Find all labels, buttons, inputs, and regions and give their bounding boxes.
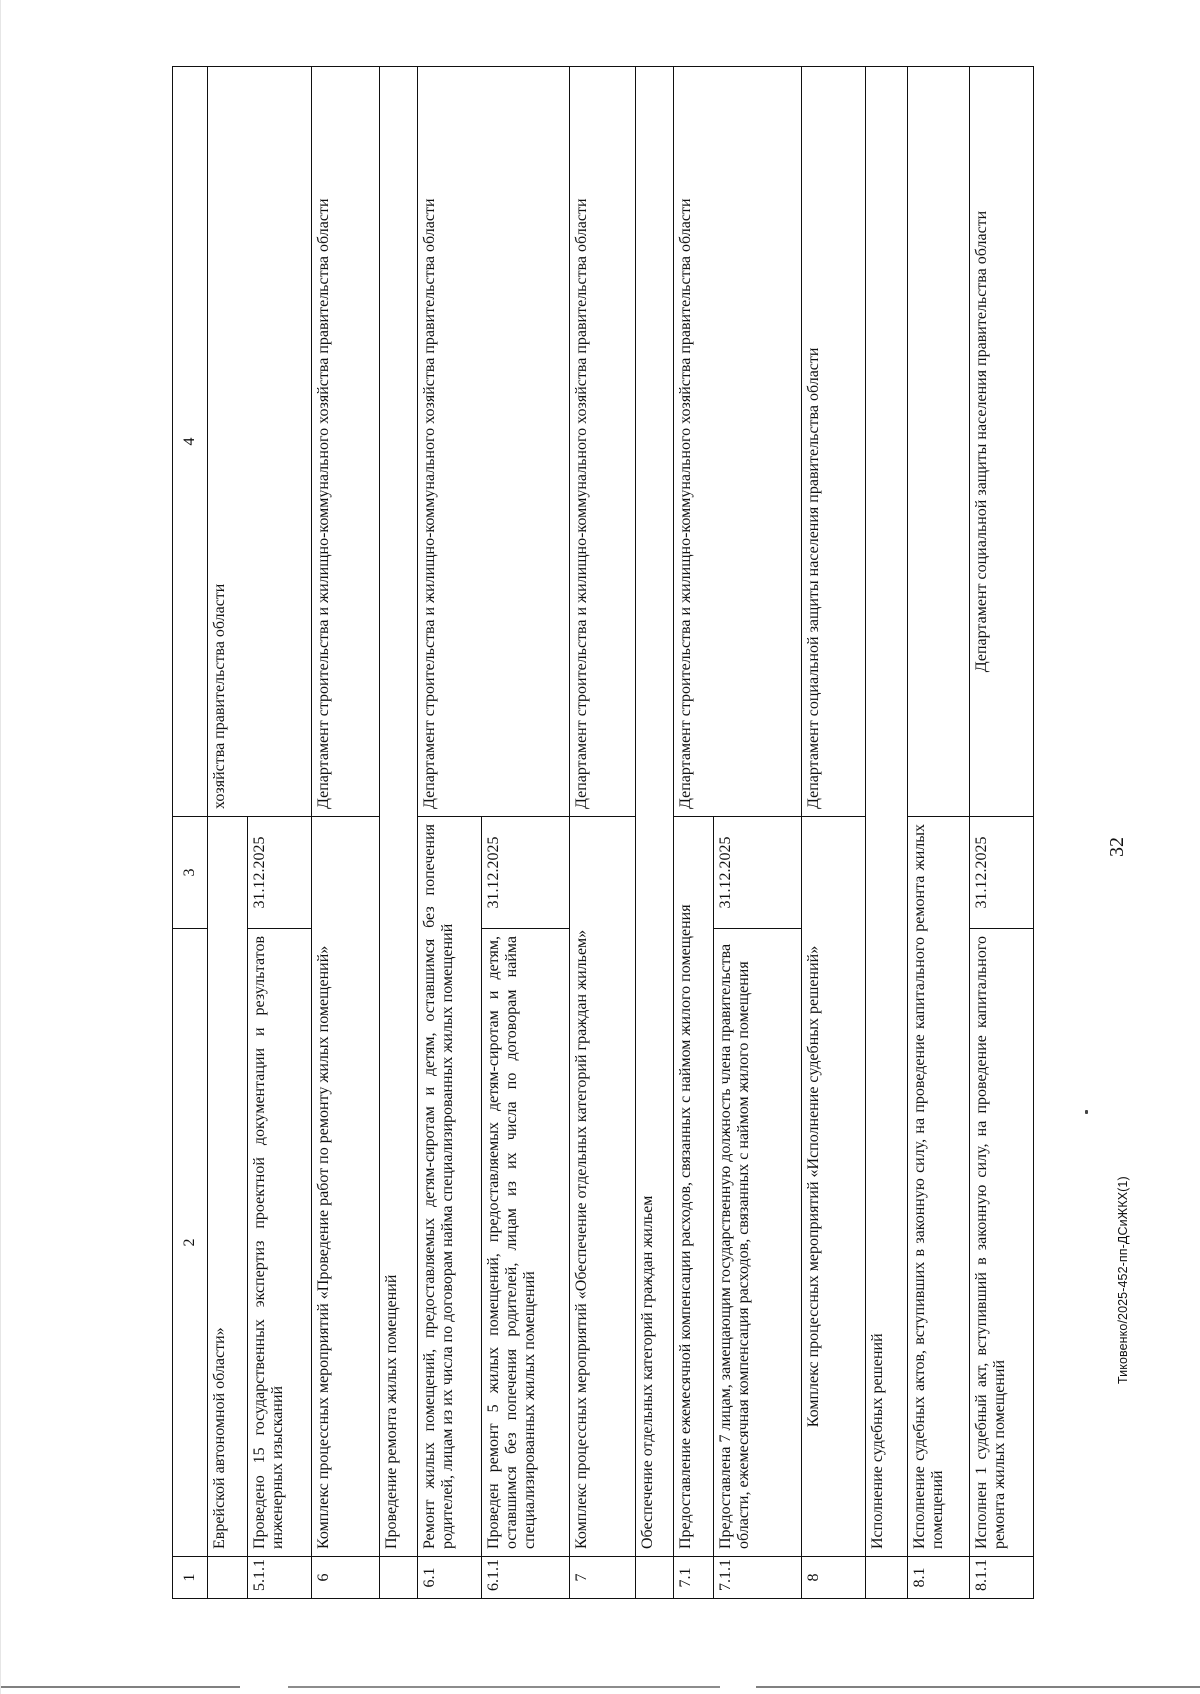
responsible: [907, 67, 969, 817]
row-text: Комплекс процессных мероприятий «Исполнение судебных решений»: [801, 817, 865, 1557]
row-number: 8.1: [907, 1557, 969, 1599]
row-date: 31.12.2025: [969, 817, 1033, 929]
row-number: 6: [311, 1557, 379, 1599]
header-col-3: 3: [173, 817, 208, 929]
row-date: 31.12.2025: [481, 817, 569, 929]
responsible: Департамент строительства и жилищно-коммунального хозяйства правительства области: [673, 67, 801, 817]
row-text: Еврейской автономной области»: [207, 817, 247, 1557]
responsible: Департамент социальной защиты населения правительства области: [969, 67, 1033, 817]
row-number: 6.1.1: [481, 1557, 569, 1599]
row-text: Комплекс процессных мероприятий «Обеспечение отдельных категорий граждан жильем»: [569, 817, 635, 1557]
plan-table: [172, 66, 1034, 1599]
section-title: Исполнение судебных решений: [865, 67, 907, 1557]
row-text: Исполнение судебных актов, вступивших в законную силу, на проведение капитального ремонта жилых помещений: [907, 817, 969, 1557]
row-text: Исполнен 1 судебный акт, вступивший в законную силу, на проведение капитального ремонта жилых помещений: [969, 929, 1033, 1557]
table-row: [673, 67, 713, 1599]
responsible: Департамент социальной защиты населения правительства области: [801, 67, 865, 817]
row-text: Комплекс процессных мероприятий «Проведение работ по ремонту жилых помещений»: [311, 817, 379, 1557]
row-date: 31.12.2025: [713, 817, 801, 929]
table-row: [635, 67, 673, 1599]
responsible: Департамент строительства и жилищно-коммунального хозяйства правительства области: [569, 67, 635, 817]
row-number: 7.1.1: [713, 1557, 801, 1599]
section-title: Проведение ремонта жилых помещений: [379, 67, 417, 1557]
document-code: Тиковенко/2025-452-пп-ДСиЖКХ(1): [1116, 1176, 1130, 1384]
row-number: 7.1: [673, 1557, 713, 1599]
header-col-4: 4: [173, 67, 208, 817]
responsible: Департамент строительства и жилищно-коммунального хозяйства правительства области: [311, 67, 379, 817]
row-text: Проведено 15 государственных экспертиз проектной документации и результатов инженерных изысканий: [247, 929, 311, 1557]
header-col-2: 2: [173, 929, 208, 1557]
row-text: Предоставлена 7 лицам, замещающим государственную должность члена правительства области, ежемесячная компенсация расходов, связанных с наймом жилого помещения: [713, 929, 801, 1557]
row-number: [865, 1557, 907, 1599]
table-row: [311, 67, 379, 1599]
row-number: 8: [801, 1557, 865, 1599]
row-number: 6.1: [417, 1557, 481, 1599]
row-number: [635, 1557, 673, 1599]
scan-edge: [0, 1686, 1200, 1688]
table-row: [801, 67, 865, 1599]
row-text: Проведен ремонт 5 жилых помещений, предоставляемых детям-сиротам и детям, оставшимся без попечения родителей, лицам из их числа по договорам найма специализированных жилых помещений: [481, 929, 569, 1557]
row-text: Ремонт жилых помещений, предоставляемых детям-сиротам и детям, оставшимся без попечения родителей, лицам из их числа по договорам найма специализированных жилых помещений: [417, 817, 481, 1557]
page-number: 32: [1106, 837, 1128, 857]
table-row: [207, 67, 247, 1599]
scan-speck: [1085, 1110, 1088, 1114]
table-row: [569, 67, 635, 1599]
scan-edge-top: [0, 0, 1, 1694]
header-col-1: 1: [173, 1557, 208, 1599]
table-row: [969, 67, 1033, 1599]
section-title: Обеспечение отдельных категорий граждан жильем: [635, 67, 673, 1557]
table-row: [417, 67, 481, 1599]
row-number: 8.1.1: [969, 1557, 1033, 1599]
row-number: [379, 1557, 417, 1599]
responsible: хозяйства правительства области: [207, 67, 311, 817]
table-row: [865, 67, 907, 1599]
responsible: Департамент строительства и жилищно-коммунального хозяйства правительства области: [417, 67, 569, 817]
row-date: 31.12.2025: [247, 817, 311, 929]
row-number: 5.1.1: [247, 1557, 311, 1599]
row-number: 7: [569, 1557, 635, 1599]
table-row: [907, 67, 969, 1599]
row-text: Предоставление ежемесячной компенсации расходов, связанных с наймом жилого помещения: [673, 817, 713, 1557]
table-row: [379, 67, 417, 1599]
row-number: [207, 1557, 247, 1599]
header-row: [173, 67, 208, 1599]
